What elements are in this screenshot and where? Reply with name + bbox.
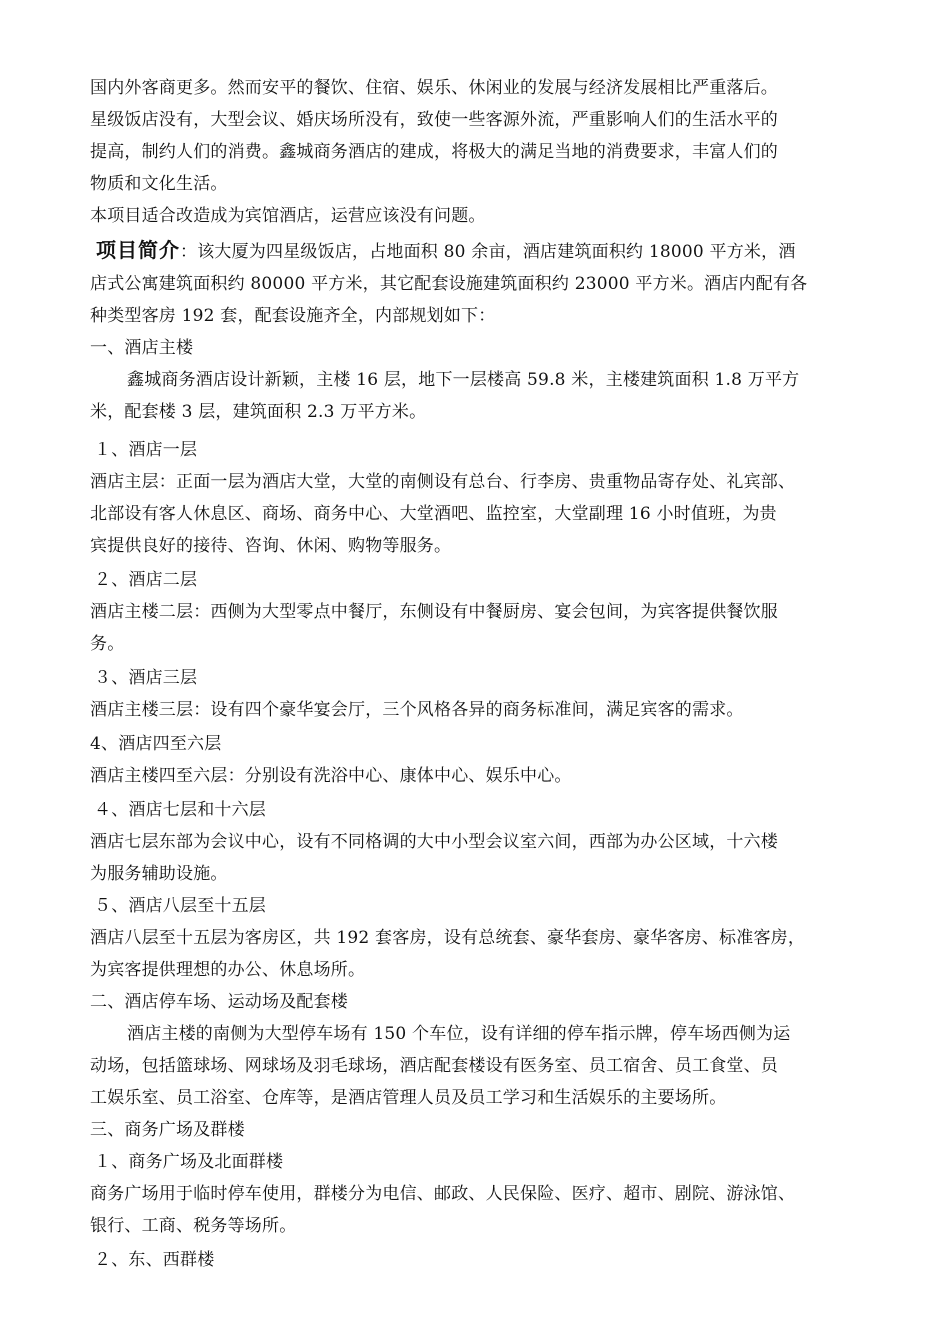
text-line: 提高，制约人们的消费。鑫城商务酒店的建成，将极大的满足当地的消费要求，丰富人们的 (90, 142, 778, 162)
floor-heading: ２、酒店二层 (94, 570, 198, 590)
floor-block (90, 728, 870, 792)
floor-heading: ３、酒店三层 (94, 668, 198, 688)
floor-block (90, 662, 870, 726)
floor-heading: ４、酒店七层和十六层 (94, 800, 266, 820)
text-line: 星级饭店没有，大型会议、婚庆场所没有，致使一些客源外流，严重影响人们的生活水平的 (90, 110, 778, 130)
section-desc-line: 酒店主楼的南侧为大型停车场有 150 个车位，设有详细的停车指示牌，停车场西侧为运 (127, 1024, 791, 1044)
floor-text-line: 为宾客提供理想的办公、休息场所。 (90, 960, 366, 980)
text-line: 国内外客商更多。然而安平的餐饮、住宿、娱乐、休闲业的发展与经济发展相比严重落后。 (90, 78, 778, 98)
section-heading: 一、酒店主楼 (90, 338, 194, 358)
subsection-heading: １、商务广场及北面群楼 (94, 1152, 284, 1172)
section-business-plaza (90, 1114, 870, 1276)
floor-text-line: 北部设有客人休息区、商场、商务中心、大堂酒吧、监控室，大堂副理 16 小时值班，为贵 (90, 504, 777, 524)
floor-text-line: 酒店主楼二层：西侧为大型零点中餐厅，东侧设有中餐厨房、宴会包间，为宾客提供餐饮服 (90, 602, 778, 622)
summary-label: 项目简介 (96, 238, 180, 262)
section-parking-sports (90, 986, 870, 1114)
section-main-building (90, 332, 870, 986)
subsection-text-line: 银行、工商、税务等场所。 (90, 1216, 297, 1236)
section-heading: 三、商务广场及群楼 (90, 1120, 245, 1140)
section-heading: 二、酒店停车场、运动场及配套楼 (90, 992, 348, 1012)
section-desc-line: 动场，包括篮球场、网球场及羽毛球场，酒店配套楼设有医务室、员工宿舍、员工食堂、员 (90, 1056, 778, 1076)
section-desc-line: 鑫城商务酒店设计新颖，主楼 16 层，地下一层楼高 59.8 米，主楼建筑面积 1.8 万平方 (127, 370, 800, 390)
floor-heading: １、酒店一层 (94, 440, 198, 460)
floor-block (90, 794, 870, 890)
floor-heading: ５、酒店八层至十五层 (94, 896, 266, 916)
section-desc-line: 工娱乐室、员工浴室、仓库等，是酒店管理人员及员工学习和生活娱乐的主要场所。 (90, 1088, 727, 1108)
summary-text: ：该大厦为四星级饭店，占地面积 80 余亩，酒店建筑面积约 18000 平方米，酒 (180, 242, 796, 262)
floor-text-line: 宾提供良好的接待、咨询、休闲、购物等服务。 (90, 536, 452, 556)
floor-text-line: 酒店主层：正面一层为酒店大堂，大堂的南侧设有总台、行李房、贵重物品寄存处、礼宾部、 (90, 472, 796, 492)
floor-block (90, 564, 870, 660)
floor-heading: 4、酒店四至六层 (90, 734, 222, 754)
floor-text-line: 酒店七层东部为会议中心，设有不同格调的大中小型会议室六间，西部为办公区域，十六楼 (90, 832, 778, 852)
subsection-heading: ２、东、西群楼 (94, 1250, 215, 1270)
subsection-text-line: 商务广场用于临时停车使用，群楼分为电信、邮政、人民保险、医疗、超市、剧院、游泳馆、 (90, 1184, 796, 1204)
intro-conclusion: 本项目适合改造成为宾馆酒店，运营应该没有问题。 (90, 206, 486, 226)
floor-text-line: 务。 (90, 634, 125, 654)
intro-paragraph (90, 72, 870, 200)
section-desc-line: 米，配套楼 3 层，建筑面积 2.3 万平方米。 (90, 402, 427, 422)
summary-line-3: 种类型客房 192 套，配套设施齐全，内部规划如下： (90, 306, 496, 326)
floor-text-line: 酒店主楼四至六层：分别设有洗浴中心、康体中心、娱乐中心。 (90, 766, 572, 786)
document-page (90, 72, 870, 1276)
floor-block (90, 434, 870, 562)
floor-text-line: 为服务辅助设施。 (90, 864, 228, 884)
floor-text-line: 酒店八层至十五层为客房区，共 192 套客房，设有总统套、豪华套房、豪华客房、标准客房， (90, 928, 806, 948)
floor-text-line: 酒店主楼三层：设有四个豪华宴会厅，三个风格各异的商务标准间，满足宾客的需求。 (90, 700, 744, 720)
summary-line-1 (90, 234, 870, 268)
text-line: 物质和文化生活。 (90, 174, 228, 194)
summary-line-2: 店式公寓建筑面积约 80000 平方米，其它配套设施建筑面积约 23000 平方米。酒店内配有各 (90, 274, 808, 294)
floor-block (90, 890, 870, 986)
project-summary (90, 234, 870, 332)
